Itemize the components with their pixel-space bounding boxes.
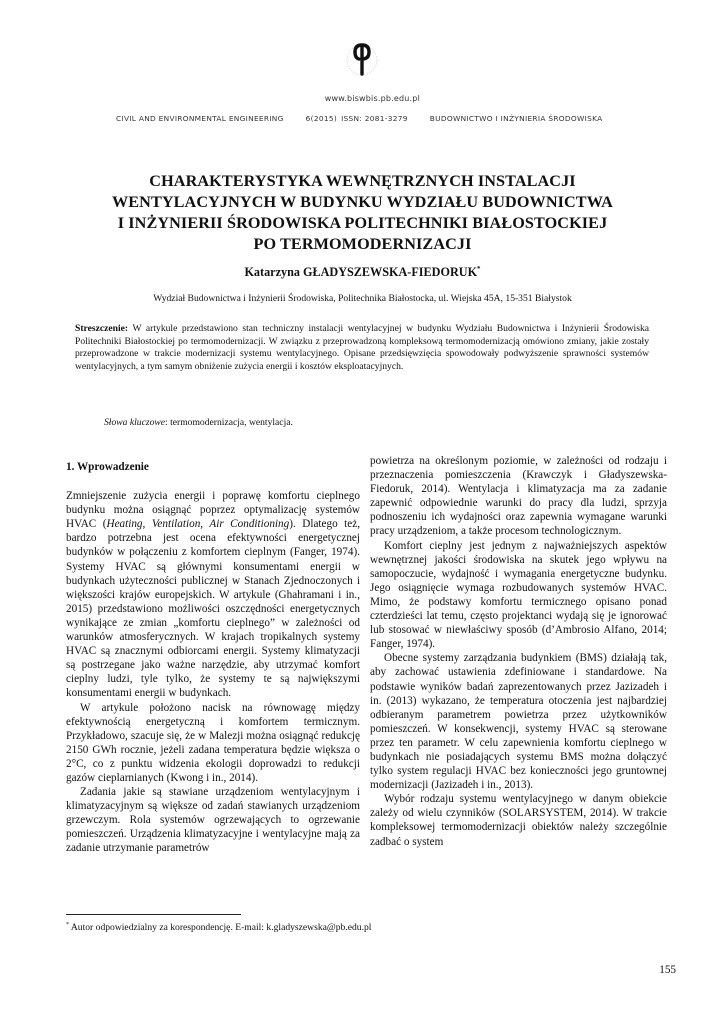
journal-name-pl: BUDOWNICTWO I INŻYNIERIA ŚRODOWISKA [429,114,603,123]
author [80,265,645,280]
paragraph: W artykule położono nacisk na równowagę między efektywnością energetyczną i komfortem termicznym. Przykładowo, szacuje się, że w Malezji można osiągnąć redukcję 2150 GWh rocznie, jeżeli zadana temperatura będzie większa o 2°C, co z punktu widzenia ekologii doprowadzi to redukcji gazów cieplarnianych (Kwong i in., 2014). [66,701,360,784]
paragraph: Komfort cieplny jest jednym z najważniejszych aspektów wewnętrznej jakości środowiska na skutek jego wpływu na samopoczucie, wydajność i wymagania energetyczne budynku. Jego osiągnięcie wymaga rozbudowanych systemów HVAC. Mimo, że podstawy komfortu termicznego opisano ponad czterdzieści lat temu, często projektanci wydają się je ignorować lub stosować w niewłaściwy sposób (d’Ambrosio Alfano, 2014; Fanger, 1974). [370,539,667,651]
paragraph-text: ). Dlatego też, bardzo potrzebna jest ocena efektywności energetycznej budynków w połączeniu z komfortem cieplnym (Fanger, 1974). Systemy HVAC są głównymi konsumentami energii w budynkach użyteczności publicznej w Stanach Zjednoczonych i większości krajów europejskich. W artykule (Ghahramani i in., 2015) przedstawiono możliwości oszczędności energetycznych wynikające ze zmian „komfortu cieplnego” w zależności od warunków atmosferycznych. W krajach tropikalnych systemy HVAC są znacznymi odbiorcami energii. Systemy klimatyzacji są postrzegane jako ważne narzędzie, aby utrzymać komfort cieplny ludzi, tyle tylko, że systemy te są największymi konsumentami energii w budynkach. [66,518,360,700]
title-line: PO TERMOMODERNIZACJI [253,235,472,253]
footnote-mark: * [66,922,69,928]
page-number: 155 [659,964,676,976]
running-header [116,114,628,123]
author-footnote-mark: * [477,265,481,273]
keywords-text: : termomodernizacja, wentylacja. [165,417,293,428]
affiliation: Wydział Budownictwa i Inżynierii Środowiska, Politechnika Białostocka, ul. Wiejska 45A, 15-351 Białystok [153,293,572,304]
footnote-divider [66,914,241,915]
paragraph-text: Zmniejszenie zużycia energii i poprawę komfortu cieplnego budynku można osiągnąć poprzez optymalizację systemów HVAC ( [66,490,360,531]
journal-name-en: CIVIL AND ENVIRONMENTAL ENGINEERING [116,114,284,123]
abstract-text: W artykule przedstawiono stan techniczny instalacji wentylacyjnej w budynku Wydziału Budownictwa i Inżynierii Środowiska Politechniki Białostockiej po termomodernizacji. W związku z przeprowadzoną kompleksową termomodernizacją omówiono zmiany, jakie zostały przeprowadzone w trakcie modernizacji systemu wentylacyjnego. Opisane przedsięwzięcia spowodowały podwyższenie sprawności systemów wentylacyjnych, a tym samym obniżenie zużycia energii i kosztów eksploatacyjnych. [75,323,649,372]
footnote-text: Autor odpowiedzialny za korespondencję. E-mail: k.gladyszewska@pb.edu.pl [69,922,372,934]
university-logo-icon [346,40,378,92]
paragraph: Zadania jakie są stawiane urządzeniom wentylacyjnym i klimatyzacyjnym są większe od zadań stawianych urządzeniom grzewczym. Rola systemów ogrzewających to ogrzewanie pomieszczeń. Urządzenia klimatyzacyjne i wentylacyjne mają za zadanie utrzymanie parametrów [66,786,360,855]
journal-url[interactable]: www.biswbis.pb.edu.pl [324,94,420,103]
author-name: Katarzyna GŁADYSZEWSKA-FIEDORUK [244,265,478,280]
abstract [75,323,649,373]
paragraph: powietrza na określonym poziomie, w zależności od rodzaju i przeznaczenia pomieszczenia (Krawczyk i Gładyszewska-Fiedoruk, 2014). Wentylacja i klimatyzacja ma za zadanie zapewnić odpowiednie warunki do pracy dla ludzi, sprzyja podnoszeniu ich wydajności oraz zapewnia wymagane warunki pracy urządzeniom, a także procesom technologicznym. [370,455,667,538]
keywords [104,417,644,428]
left-column [66,460,360,856]
title-line: WENTYLACYJNYCH W BUDYNKU WYDZIAŁU BUDOWNICTWA [112,193,613,211]
section-heading: 1. Wprowadzenie [66,461,149,473]
paragraph-italic: Heating, Ventilation, Air Conditioning [106,518,290,531]
abstract-label: Streszczenie: [75,323,129,334]
title-line: CHARAKTERYSTYKA WEWNĘTRZNYCH INSTALACJI [149,172,576,190]
right-column [370,454,667,849]
issn: ISSN: 2081-3279 [341,114,408,123]
issue-number: 6(2015) [305,114,338,123]
paragraph: Wybór rodzaju systemu wentylacyjnego w danym obiekcie zależy od wielu czynników (SOLARSYSTEM, 2014). W trakcie kompleksowej termomodernizacji obiektów należy szczególnie zadbać o system [370,793,667,848]
keywords-label: Słowa kluczowe [104,417,166,428]
footnote [66,922,566,933]
paragraph [66,489,360,700]
title-line: I INŻYNIERII ŚRODOWISKA POLITECHNIKI BIAŁOSTOCKIEJ [117,214,608,232]
article-title [80,171,645,255]
paragraph: Obecne systemy zarządzania budynkiem (BMS) działają tak, aby zachować ustawienia zdefiniowane i standardowe. Na podstawie wyników badań zaprezentowanych przez Jazizadeh i in. (2013) wykazano, że temperatura otoczenia jest najbardziej odbieranym parametrem powietrza przez użytkowników pomieszczeń. W konsekwencji, systemy HVAC są sterowane przez ten parametr. W celu zapewnienia komfortu cieplnego w budynkach nie posiadających systemu BMS można dołączyć tylko system regulacji HVAC bez konieczności jego gruntownej modernizacji (Jazizadeh i in., 2013). [370,652,667,792]
